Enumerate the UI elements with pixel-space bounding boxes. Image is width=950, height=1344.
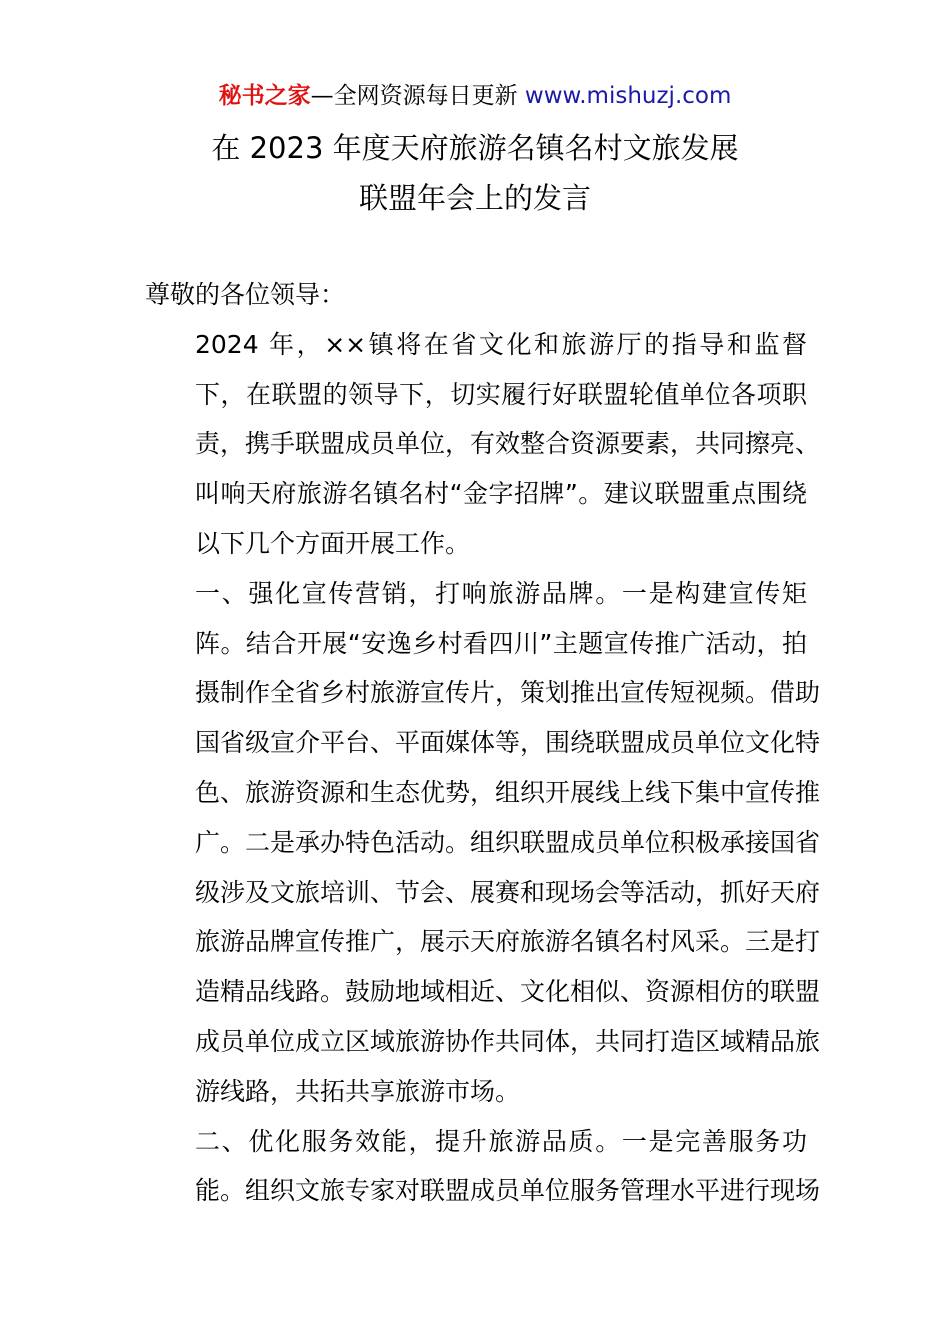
site-url[interactable]: www.mishuzj.com [524,83,732,109]
paragraph-line: 责，携手联盟成员单位，有效整合资源要素，共同擦亮、 [195,429,821,459]
paragraph-2 [145,569,821,1117]
site-header [0,80,950,112]
paragraph-line: 级涉及文旅培训、节会、展赛和现场会等活动，抓好天府 [195,877,821,907]
paragraph-line: 游线路，共拓共享旅游市场。 [195,1076,521,1106]
paragraph-line: 国省级宣介平台、平面媒体等，围绕联盟成员单位文化特 [195,728,821,758]
salutation [145,270,807,320]
paragraph-1 [145,320,821,569]
paragraph-3 [145,1117,821,1217]
paragraph-line: 阵。结合开展“安逸乡村看四川”主题宣传推广活动，拍 [195,628,807,658]
paragraph-line: 下，在联盟的领导下，切实履行好联盟轮值单位各项职 [195,379,807,409]
paragraph-line: 造精品线路。鼓励地域相近、文化相似、资源相仿的联盟 [195,977,821,1007]
document-body [145,270,821,1216]
paragraph-line: 广。二是承办特色活动。组织联盟成员单位积极承接国省 [195,827,821,857]
paragraph-line: 叫响天府旅游名镇名村“金字招牌”。建议联盟重点围绕 [195,479,807,509]
salutation-text: 尊敬的各位领导： [145,280,346,309]
paragraph-line: 能。组织文旅专家对联盟成员单位服务管理水平进行现场 [195,1176,821,1206]
paragraph-line: 成员单位成立区域旅游协作共同体，共同打造区域精品旅 [195,1026,821,1056]
paragraph-line: 2024 年，××镇将在省文化和旅游厅的指导和监督 [195,329,807,359]
document-title-line-1: 在 2023 年度天府旅游名镇名村文旅发展 [211,131,739,165]
paragraph-line: 二、优化服务效能，提升旅游品质。一是完善服务功 [195,1126,807,1156]
paragraph-line: 摄制作全省乡村旅游宣传片，策划推出宣传短视频。借助 [195,678,821,708]
site-brand: 秘书之家 [218,83,311,109]
paragraph-line: 色、旅游资源和生态优势，组织开展线上线下集中宣传推 [195,777,821,807]
paragraph-line: 旅游品牌宣传推广，展示天府旅游名镇名村风采。三是打 [195,927,821,957]
document-title-line-2: 联盟年会上的发言 [358,181,591,215]
paragraph-line: 以下几个方面开展工作。 [195,528,471,558]
site-tagline: —全网资源每日更新 [310,83,518,109]
paragraph-line: 一、强化宣传营销，打响旅游品牌。一是构建宣传矩 [195,578,807,608]
